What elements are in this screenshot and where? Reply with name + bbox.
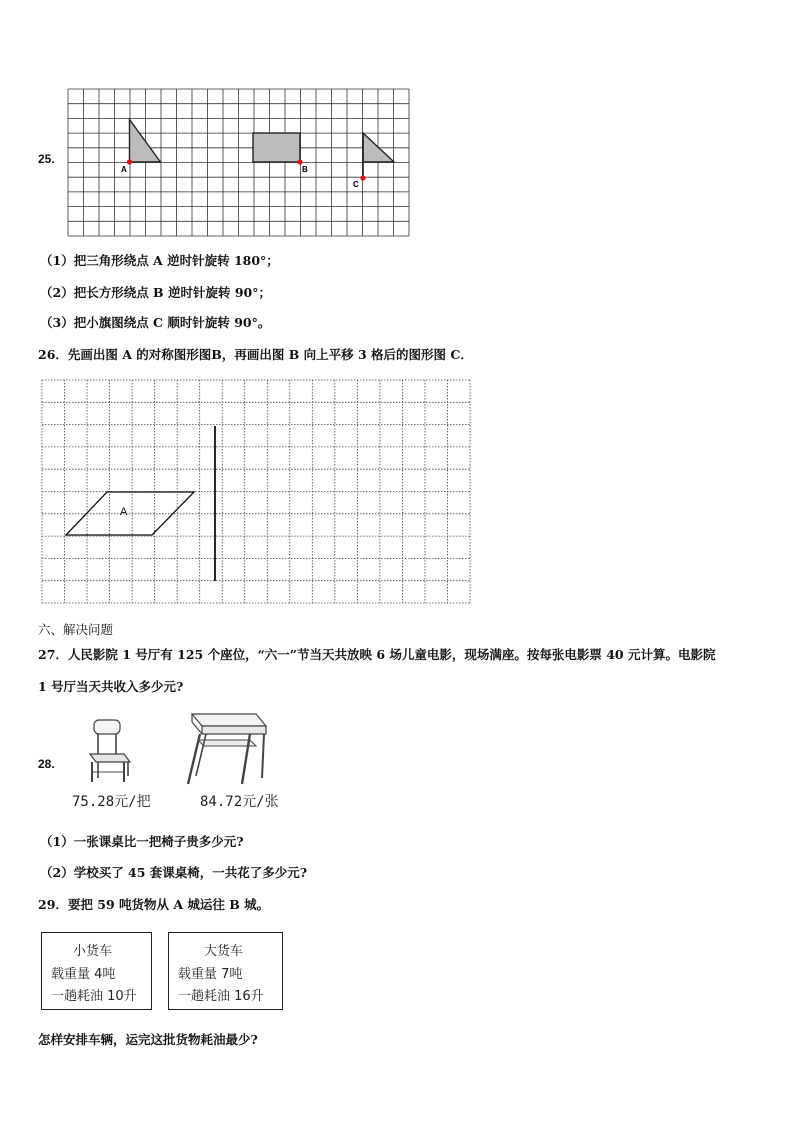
big-truck-fuel: 一趟耗油 16升 — [178, 989, 264, 1004]
big-truck-load: 载重量 7吨 — [178, 967, 243, 982]
q26-shape-label: A — [120, 506, 128, 518]
q25-item-2: （2）把长方形绕点 B 逆时针旋转 90°； — [40, 285, 271, 300]
q28-item-1: （1）一张课桌比一把椅子贵多少元? — [40, 834, 244, 849]
q25-item-3: （3）把小旗图绕点 C 顺时针旋转 90°。 — [40, 315, 271, 330]
q25-point-a-marker — [127, 159, 132, 164]
q28-number: 28. — [38, 757, 55, 771]
q25-point-c-marker — [360, 175, 365, 180]
q25-label-c: C — [353, 180, 359, 189]
q27-line-2: 1 号厅当天共收入多少元? — [38, 679, 184, 694]
q29-question: 怎样安排车辆，运完这批货物耗油最少? — [38, 1032, 258, 1047]
q25-item-1: （1）把三角形绕点 A 逆时针旋转 180°； — [40, 253, 279, 268]
chair-image — [86, 718, 134, 786]
q25-label-b: B — [302, 165, 308, 174]
small-truck-fuel: 一趟耗油 10升 — [51, 989, 137, 1004]
q28-item-2: （2）学校买了 45 套课桌椅，一共花了多少元? — [40, 865, 308, 880]
q25-number: 25. — [38, 152, 55, 166]
q25-label-a: A — [121, 165, 127, 174]
q27-line-1: 27．人民影院 1 号厅有 125 个座位，“六一”节当天共放映 6 场儿童电影，现场满座。按每张电影票 40 元计算。电影院 — [38, 647, 716, 662]
desk-image — [180, 710, 270, 788]
q25-grid-figure — [68, 89, 410, 237]
chair-price: 75.28元/把 — [72, 794, 151, 810]
section-6-heading: 六、解决问题 — [38, 622, 114, 637]
big-truck-card — [168, 932, 283, 1010]
q25-triangle — [130, 120, 161, 163]
small-truck-title: 小货车 — [73, 944, 113, 959]
q25-point-b-marker — [297, 159, 302, 164]
small-truck-card — [41, 932, 152, 1010]
q26-text: 26．先画出图 A 的对称图形图B，再画出图 B 向上平移 3 格后的图形图 C． — [38, 347, 473, 362]
small-truck-load: 载重量 4吨 — [51, 967, 116, 982]
big-truck-title: 大货车 — [204, 944, 244, 959]
q29-text: 29．要把 59 吨货物从 A 城运往 B 城。 — [38, 897, 270, 912]
q25-grid — [68, 89, 409, 236]
q26-dotted-grid — [42, 380, 470, 603]
q25-rectangle — [253, 133, 300, 162]
desk-price: 84.72元/张 — [200, 794, 279, 810]
q26-grid-figure — [42, 380, 472, 604]
